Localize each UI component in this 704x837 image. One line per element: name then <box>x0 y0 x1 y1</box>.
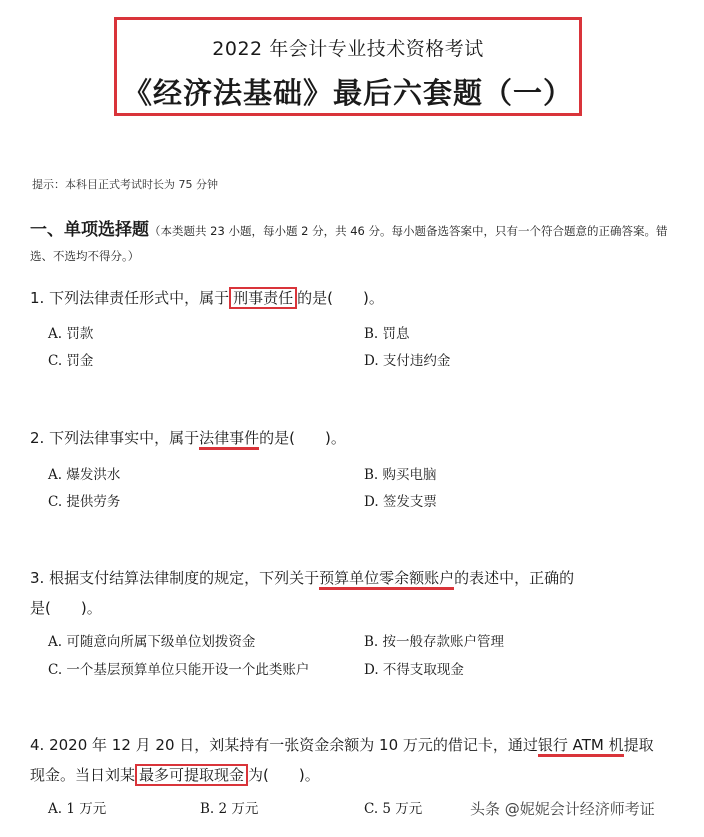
section-title: 一、单项选择题 <box>30 220 149 240</box>
question-text: 现金。当日刘某 <box>30 766 136 784</box>
question-text: 的是( )。 <box>259 429 346 447</box>
option-b: B. 按一般存款账户管理 <box>364 634 505 650</box>
section-note: （本类题共 23 小题，每小题 2 分，共 46 分。每小题备选答案中，只有一个符合题意的正确答案。错选、不选均不得分。） <box>30 224 668 263</box>
question-text: 4. 2020 年 12 月 20 日，刘某持有一张资金余额为 10 万元的借记卡，通过 <box>30 736 538 754</box>
highlight-box: 最多可提取现金 <box>135 764 248 786</box>
watermark: 头条 @妮妮会计经济师考证 <box>470 800 655 818</box>
highlight-box: 刑事责任 <box>229 287 297 309</box>
option-d: D. 支付违约金 <box>364 353 451 369</box>
option-c: C. 提供劳务 <box>48 494 121 510</box>
exam-subtitle: 《经济法基础》最后六套题（一） <box>122 76 573 110</box>
question-2 <box>30 423 680 453</box>
question-text: 2. 下列法律事实中，属于 <box>30 429 200 447</box>
highlight-underline: 预算单位零余额账户 <box>319 569 454 590</box>
exam-hint: 提示：本科目正式考试时长为 75 分钟 <box>32 178 218 191</box>
section-header <box>30 218 670 269</box>
question-text: 的表述中，正确的 <box>454 569 575 587</box>
exam-title: 2022 年会计专业技术资格考试 <box>212 38 484 60</box>
option-a: A. 罚款 <box>48 326 94 342</box>
option-b: B. 2 万元 <box>200 801 259 817</box>
option-c: C. 一个基层预算单位只能开设一个此类账户 <box>48 662 310 678</box>
question-text: 1. 下列法律责任形式中，属于 <box>30 289 230 307</box>
question-text: 是( )。 <box>30 599 102 617</box>
option-a: A. 可随意向所属下级单位划拨资金 <box>48 634 256 650</box>
exam-title-box <box>114 17 582 116</box>
question-1 <box>30 283 680 313</box>
question-4 <box>30 730 680 790</box>
question-text: 3. 根据支付结算法律制度的规定，下列关于 <box>30 569 320 587</box>
option-d: D. 签发支票 <box>364 494 437 510</box>
question-text: 为( )。 <box>248 766 320 784</box>
option-a: A. 1 万元 <box>48 801 107 817</box>
option-c: C. 罚金 <box>48 353 94 369</box>
highlight-underline: 银行 ATM 机 <box>538 736 624 757</box>
option-b: B. 罚息 <box>364 326 410 342</box>
option-b: B. 购买电脑 <box>364 467 437 483</box>
question-text: 的是( )。 <box>297 289 384 307</box>
option-c: C. 5 万元 <box>364 801 423 817</box>
option-a: A. 爆发洪水 <box>48 467 121 483</box>
question-3 <box>30 563 680 623</box>
question-text: 提取 <box>623 736 654 754</box>
option-d: D. 不得支取现金 <box>364 662 464 678</box>
highlight-underline: 法律事件 <box>199 429 259 450</box>
